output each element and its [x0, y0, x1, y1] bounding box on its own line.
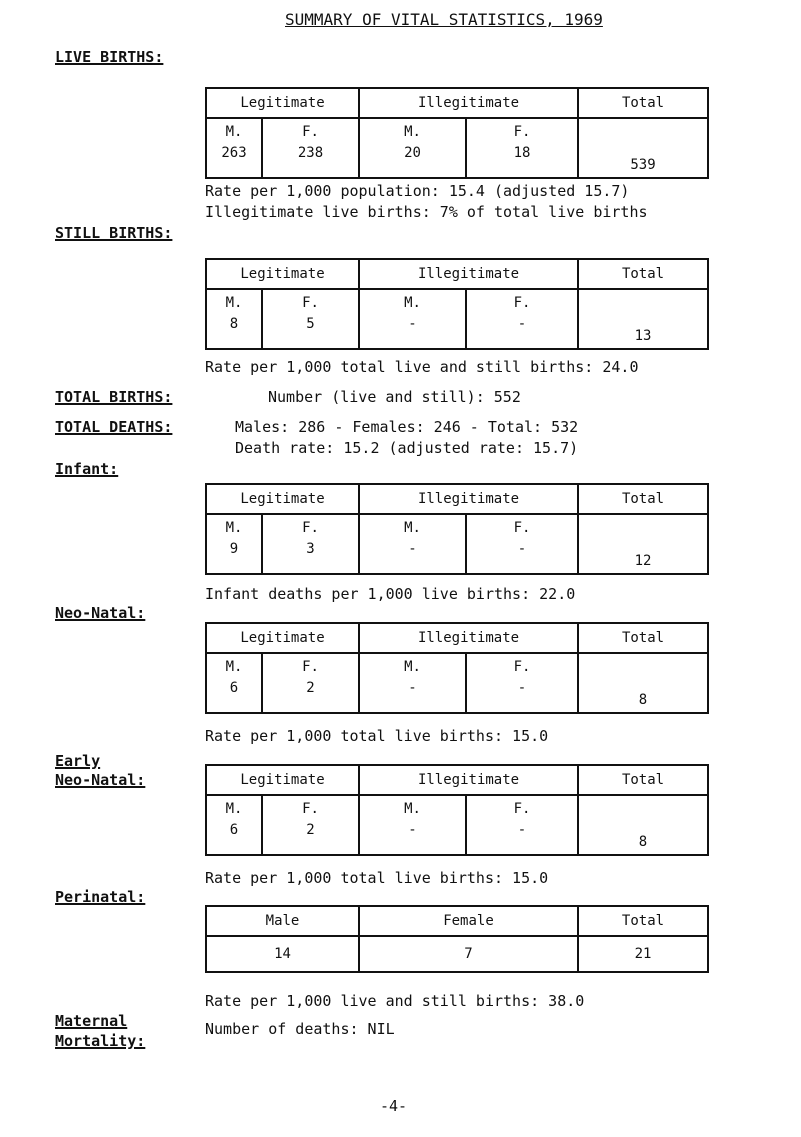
cell-illegit-female: F. -	[466, 795, 578, 855]
live-births-table	[205, 87, 709, 179]
cell-illegit-male: M. -	[359, 289, 466, 349]
maternal-mortality-heading-line1: Maternal	[55, 1012, 128, 1030]
col-total: Total	[578, 484, 708, 514]
cell-illegit-female: F. -	[466, 653, 578, 713]
death-rate: Death rate: 15.2 (adjusted rate: 15.7)	[235, 439, 579, 457]
cell-legit-female: F. 3	[262, 514, 359, 574]
col-illegitimate: Illegitimate	[359, 484, 578, 514]
col-legitimate: Legitimate	[206, 765, 359, 795]
cell-legit-male: M. 263	[206, 118, 262, 178]
cell-legit-male: M. 8	[206, 289, 262, 349]
cell-female: 7	[359, 936, 578, 972]
live-births-rate: Rate per 1,000 population: 15.4 (adjusted 15.7)	[205, 182, 630, 200]
maternal-deaths-number: Number of deaths: NIL	[205, 1020, 395, 1038]
cell-illegit-male: M. -	[359, 653, 466, 713]
cell-illegit-female: F. -	[466, 514, 578, 574]
col-illegitimate: Illegitimate	[359, 765, 578, 795]
col-illegitimate: Illegitimate	[359, 259, 578, 289]
page-number: -4-	[380, 1097, 408, 1115]
col-total: Total	[578, 259, 708, 289]
neo-natal-heading: Neo-Natal:	[55, 604, 146, 622]
infant-table	[205, 483, 709, 575]
perinatal-rate: Rate per 1,000 live and still births: 38.0	[205, 992, 585, 1010]
col-illegitimate: Illegitimate	[359, 88, 578, 118]
early-neo-natal-heading-line1: Early	[55, 752, 101, 770]
col-total: Total	[578, 765, 708, 795]
col-legitimate: Legitimate	[206, 88, 359, 118]
cell-total: 539	[578, 118, 708, 178]
early-neo-natal-rate: Rate per 1,000 total live births: 15.0	[205, 869, 549, 887]
still-births-heading: STILL BIRTHS:	[55, 224, 173, 242]
still-births-rate: Rate per 1,000 total live and still births: 24.0	[205, 358, 639, 376]
col-legitimate: Legitimate	[206, 484, 359, 514]
page-title: SUMMARY OF VITAL STATISTICS, 1969	[285, 10, 603, 29]
cell-legit-male: M. 6	[206, 653, 262, 713]
cell-illegit-female: F. 18	[466, 118, 578, 178]
maternal-mortality-heading-line2: Mortality:	[55, 1032, 146, 1050]
illegitimate-live-births-note: Illegitimate live births: 7% of total live births	[205, 203, 648, 221]
cell-illegit-male: M. 20	[359, 118, 466, 178]
cell-legit-male: M. 9	[206, 514, 262, 574]
cell-legit-female: F. 5	[262, 289, 359, 349]
cell-male: 14	[206, 936, 359, 972]
cell-legit-female: F. 238	[262, 118, 359, 178]
col-female: Female	[359, 906, 578, 936]
col-male: Male	[206, 906, 359, 936]
col-total: Total	[578, 906, 708, 936]
live-births-heading: LIVE BIRTHS:	[55, 48, 164, 66]
cell-total: 8	[578, 795, 708, 855]
col-total: Total	[578, 623, 708, 653]
still-births-table	[205, 258, 709, 350]
cell-legit-female: F. 2	[262, 653, 359, 713]
cell-total: 12	[578, 514, 708, 574]
neo-natal-rate: Rate per 1,000 total live births: 15.0	[205, 727, 549, 745]
early-neo-natal-table	[205, 764, 709, 856]
perinatal-heading: Perinatal:	[55, 888, 146, 906]
cell-legit-male: M. 6	[206, 795, 262, 855]
col-legitimate: Legitimate	[206, 259, 359, 289]
total-births-heading: TOTAL BIRTHS:	[55, 388, 173, 406]
total-deaths-breakdown: Males: 286 - Females: 246 - Total: 532	[235, 418, 579, 436]
neo-natal-table	[205, 622, 709, 714]
cell-total: 21	[578, 936, 708, 972]
col-legitimate: Legitimate	[206, 623, 359, 653]
cell-total: 8	[578, 653, 708, 713]
perinatal-table	[205, 905, 709, 973]
early-neo-natal-heading-line2: Neo-Natal:	[55, 771, 146, 789]
col-illegitimate: Illegitimate	[359, 623, 578, 653]
total-deaths-heading: TOTAL DEATHS:	[55, 418, 173, 436]
total-births-number: Number (live and still): 552	[268, 388, 521, 406]
col-total: Total	[578, 88, 708, 118]
cell-illegit-female: F. -	[466, 289, 578, 349]
cell-illegit-male: M. -	[359, 514, 466, 574]
cell-illegit-male: M. -	[359, 795, 466, 855]
infant-heading: Infant:	[55, 460, 119, 478]
cell-total: 13	[578, 289, 708, 349]
cell-legit-female: F. 2	[262, 795, 359, 855]
infant-death-rate: Infant deaths per 1,000 live births: 22.0	[205, 585, 576, 603]
